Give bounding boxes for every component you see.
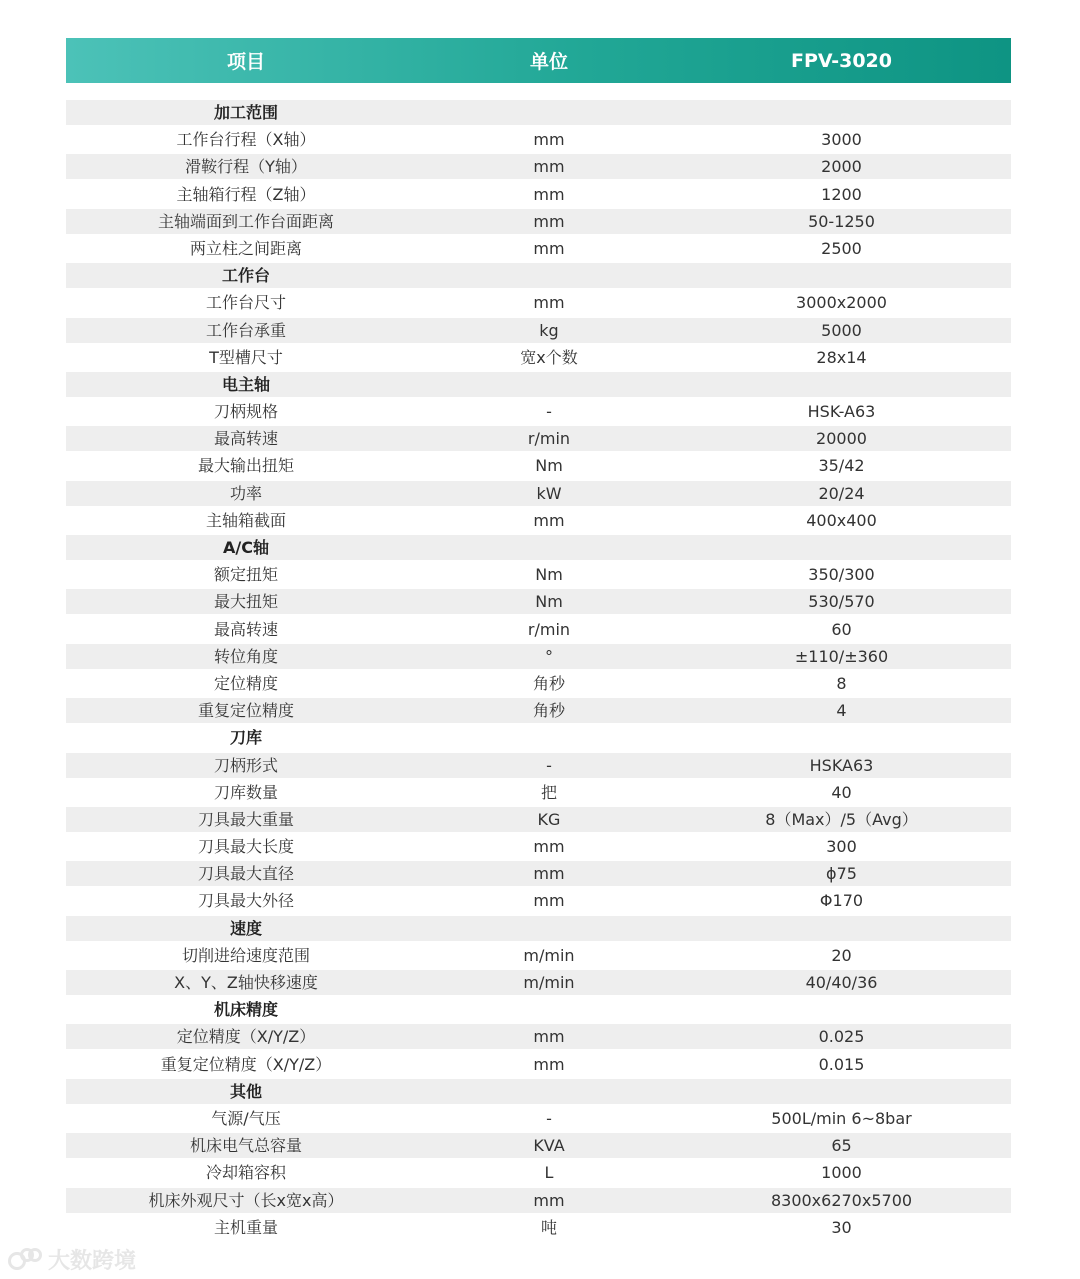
row-label: 重复定位精度（X/Y/Z） — [160, 1054, 332, 1074]
table-row — [66, 888, 1011, 913]
row-unit: L — [544, 1163, 554, 1183]
row-value: 500L/min 6~8bar — [771, 1108, 912, 1128]
row-value: ϕ75 — [826, 864, 857, 884]
row-value: 2000 — [821, 157, 862, 177]
row-label: 定位精度（X/Y/Z） — [176, 1027, 316, 1047]
row-label: 额定扭矩 — [213, 565, 278, 585]
row-value: 400x400 — [806, 510, 877, 530]
table-row — [66, 644, 1011, 669]
row-value: 530/570 — [808, 592, 875, 612]
table-row — [66, 807, 1011, 832]
table-row — [66, 209, 1011, 234]
row-label: 最高转速 — [213, 429, 278, 449]
table-row — [66, 1052, 1011, 1077]
row-unit: mm — [533, 293, 565, 313]
row-label: 主轴箱截面 — [205, 510, 286, 530]
row-unit: mm — [533, 1027, 565, 1047]
row-value: 3000x2000 — [796, 293, 887, 313]
row-label: 刀具最大直径 — [197, 864, 294, 884]
row-label: 滑鞍行程（Y轴） — [185, 157, 307, 177]
row-value: 40/40/36 — [805, 973, 878, 992]
table-row — [66, 1160, 1011, 1185]
spec-table — [66, 38, 1011, 1242]
row-unit: 把 — [540, 782, 557, 802]
table-row — [66, 127, 1011, 152]
row-value: 8 — [836, 673, 847, 693]
row-unit: mm — [533, 1190, 565, 1210]
table-row — [66, 780, 1011, 805]
row-value: 20 — [831, 945, 852, 965]
table-row — [66, 399, 1011, 424]
row-value: 20/24 — [818, 483, 865, 503]
table-row — [66, 698, 1011, 723]
row-label: 定位精度 — [213, 673, 278, 693]
row-value: ±110/±360 — [794, 646, 889, 666]
row-unit: 角秒 — [532, 673, 565, 693]
row-label: 刀柄规格 — [213, 402, 278, 422]
row-label: 切削进给速度范围 — [181, 945, 310, 965]
row-value: 60 — [831, 619, 852, 639]
row-unit: mm — [533, 130, 565, 150]
row-unit: kg — [539, 320, 559, 340]
row-label: 最大扭矩 — [213, 592, 278, 612]
row-label: 刀具最大外径 — [197, 891, 294, 911]
row-label: A/C轴 — [223, 538, 269, 557]
row-label: 转位角度 — [213, 646, 278, 666]
section-row — [66, 372, 1011, 397]
row-label: 主轴端面到工作台面距离 — [157, 211, 334, 231]
row-label: 最大输出扭矩 — [197, 456, 294, 476]
row-label: 刀具最大重量 — [197, 809, 294, 829]
row-unit: 吨 — [540, 1217, 557, 1237]
row-label: 工作台尺寸 — [205, 293, 286, 313]
table-row — [66, 318, 1011, 343]
row-value: 40 — [831, 782, 852, 802]
row-value: 28x14 — [816, 347, 867, 367]
row-label: T型槽尺寸 — [209, 347, 283, 367]
row-value: 2500 — [821, 238, 862, 258]
row-value: HSK-A63 — [807, 402, 876, 422]
row-label: 刀具最大长度 — [197, 837, 294, 857]
table-row — [66, 753, 1011, 778]
row-unit: Nm — [535, 565, 563, 585]
section-row — [66, 263, 1011, 288]
table-row — [66, 617, 1011, 642]
section-row — [66, 725, 1011, 750]
row-unit: mm — [533, 211, 565, 231]
row-value: 20000 — [816, 429, 867, 449]
row-label: 冷却箱容积 — [205, 1163, 286, 1183]
row-value: 1200 — [821, 184, 862, 204]
table-row — [66, 426, 1011, 451]
table-row — [66, 970, 1011, 995]
watermark-logo-icon — [8, 1248, 42, 1272]
row-label: 重复定位精度 — [197, 701, 294, 721]
row-value: 300 — [826, 837, 857, 857]
table-row — [66, 1106, 1011, 1131]
row-value: 30 — [831, 1217, 852, 1237]
table-row — [66, 943, 1011, 968]
row-unit: mm — [533, 510, 565, 530]
table-row — [66, 1024, 1011, 1049]
header-unit: 单位 — [529, 51, 568, 73]
table-row — [66, 182, 1011, 207]
row-unit: r/min — [527, 619, 571, 639]
table-row — [66, 508, 1011, 533]
row-label: 主机重量 — [213, 1217, 278, 1237]
row-value: 8（Max）/5（Avg） — [765, 809, 918, 829]
row-unit: m/min — [523, 973, 575, 992]
row-value: 4 — [836, 701, 847, 721]
table-row — [66, 1188, 1011, 1213]
row-value: 0.015 — [818, 1054, 865, 1074]
watermark — [8, 1244, 136, 1275]
row-value: 350/300 — [808, 565, 875, 585]
row-label: 电主轴 — [221, 374, 270, 394]
row-label: 工作台承重 — [205, 320, 286, 340]
row-label: 功率 — [229, 483, 262, 503]
row-label: 机床外观尺寸（长x宽x高） — [148, 1190, 344, 1210]
row-label: 刀库数量 — [213, 782, 278, 802]
row-label: 刀库 — [229, 728, 262, 748]
row-label: 机床精度 — [213, 1000, 278, 1020]
row-unit: mm — [533, 157, 565, 177]
table-row — [66, 345, 1011, 370]
row-unit: - — [546, 1108, 552, 1128]
row-value: 3000 — [821, 130, 862, 150]
row-unit: mm — [533, 891, 565, 911]
table-row — [66, 589, 1011, 614]
row-label: 气源/气压 — [211, 1108, 281, 1128]
table-row — [66, 236, 1011, 261]
row-unit: r/min — [527, 429, 571, 449]
row-value: 0.025 — [818, 1027, 865, 1047]
row-value: 8300x6270x5700 — [770, 1190, 913, 1210]
row-label: 加工范围 — [213, 103, 278, 122]
table-row — [66, 1133, 1011, 1158]
section-row — [66, 100, 1011, 125]
row-value: Φ170 — [819, 891, 864, 911]
row-label: 两立柱之间距离 — [189, 238, 302, 258]
row-label: 机床电气总容量 — [189, 1136, 302, 1156]
row-unit: Nm — [535, 592, 563, 612]
row-label: 刀柄形式 — [213, 755, 278, 775]
row-value: 1000 — [821, 1163, 862, 1183]
header-model: FPV-3020 — [791, 49, 892, 72]
row-label: 工作台 — [221, 266, 270, 286]
table-row — [66, 290, 1011, 315]
row-unit: mm — [533, 184, 565, 204]
section-row — [66, 997, 1011, 1022]
table-row — [66, 453, 1011, 478]
table-row — [66, 1215, 1011, 1240]
row-label: 其他 — [229, 1081, 262, 1101]
row-unit: ° — [545, 646, 553, 666]
row-unit: 角秒 — [532, 701, 565, 721]
row-value: 5000 — [821, 320, 862, 340]
table-row — [66, 154, 1011, 179]
row-unit: KG — [537, 809, 561, 829]
table-row — [66, 861, 1011, 886]
header-gap — [66, 83, 1011, 100]
row-unit: Nm — [535, 456, 563, 476]
row-unit: mm — [533, 837, 565, 857]
table-header — [66, 38, 1011, 83]
row-label: X、Y、Z轴快移速度 — [174, 973, 318, 992]
table-row — [66, 671, 1011, 696]
watermark-text: 大数跨境 — [48, 1249, 137, 1274]
row-value: 35/42 — [818, 456, 865, 476]
header-item: 项目 — [226, 51, 265, 73]
section-row — [66, 535, 1011, 560]
row-unit: mm — [533, 864, 565, 884]
table-row — [66, 481, 1011, 506]
row-unit: - — [546, 402, 552, 422]
row-label: 工作台行程（X轴） — [176, 130, 316, 150]
section-row — [66, 1079, 1011, 1104]
table-row — [66, 562, 1011, 587]
row-unit: 宽x个数 — [520, 347, 578, 367]
row-unit: - — [546, 755, 552, 775]
row-label: 最高转速 — [213, 619, 278, 639]
row-label: 速度 — [229, 918, 262, 938]
row-value: 65 — [831, 1136, 852, 1156]
table-body — [66, 100, 1011, 1240]
row-unit: m/min — [523, 945, 575, 965]
row-unit: kW — [536, 483, 562, 503]
row-value: HSKA63 — [809, 755, 874, 775]
row-value: 50-1250 — [808, 211, 875, 231]
table-row — [66, 834, 1011, 859]
row-unit: KVA — [533, 1136, 565, 1156]
section-row — [66, 916, 1011, 941]
row-unit: mm — [533, 1054, 565, 1074]
row-label: 主轴箱行程（Z轴） — [176, 184, 316, 204]
row-unit: mm — [533, 238, 565, 258]
